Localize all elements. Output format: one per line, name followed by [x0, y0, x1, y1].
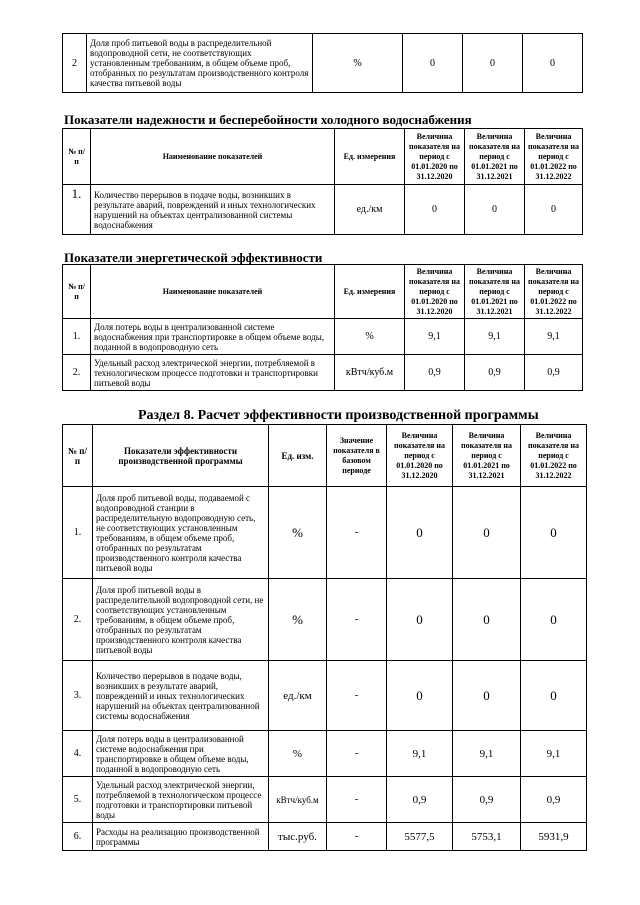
indicator-name: Удельный расход электрической энергии, потребляемой в технологическом процессе подготовки и транспортировки питьевой воды	[91, 355, 335, 391]
col-period-2021: Величина показателя на период с 01.01.2021 по 31.12.2021	[453, 425, 521, 487]
value-2022: 0,9	[521, 777, 587, 823]
value-2021: 0	[465, 185, 525, 235]
header-row	[63, 265, 583, 319]
value-2022: 9,1	[525, 319, 583, 355]
section8-title: Раздел 8. Расчет эффективности производственной программы	[138, 408, 539, 423]
col-period-2022: Величина показателя на период с 01.01.2022 по 31.12.2022	[525, 129, 583, 185]
row-number: 1.	[63, 185, 91, 235]
row-number: 1.	[63, 319, 91, 355]
indicator-name: Удельный расход электрической энергии, потребляемой в технологическом процессе подготовки и транспортировки питьевой воды	[93, 777, 269, 823]
unit-cell: %	[313, 34, 403, 93]
col-unit: Ед. изм.	[269, 425, 327, 487]
indicator-name: Доля потерь воды в централизованной системе водоснабжения при транспортировке в общем объеме воды, поданной в водопроводную сеть	[91, 319, 335, 355]
value-2021: 9,1	[453, 731, 521, 777]
indicator-name: Доля проб питьевой воды в распределительной водопроводной сети, не соответствующих установленным требованиям, в общем объеме проб, отобранных по результатам производственного контроля качества питьевой воды	[93, 579, 269, 661]
base-value: -	[327, 777, 387, 823]
col-unit: Ед. измерения	[335, 129, 405, 185]
unit-cell: %	[335, 319, 405, 355]
base-value: -	[327, 661, 387, 731]
table-row	[63, 355, 583, 391]
table-row	[63, 579, 587, 661]
value-2022: 5931,9	[521, 823, 587, 851]
base-value: -	[327, 487, 387, 579]
col-num: № п/п	[63, 425, 93, 487]
indicator-name: Доля проб питьевой воды в распределительной водопроводной сети, не соответствующих установленным требованиям, в общем объеме проб, отобранных по результатам производственного контроля качества питьевой воды	[87, 34, 313, 93]
value-2021: 0	[453, 487, 521, 579]
col-period-2022: Величина показателя на период с 01.01.2022 по 31.12.2022	[521, 425, 587, 487]
col-base: Значение показателя в базовом периоде	[327, 425, 387, 487]
value-2022: 0,9	[525, 355, 583, 391]
col-num: № п/п	[63, 265, 91, 319]
unit-cell: ед./км	[269, 661, 327, 731]
table-row	[63, 661, 587, 731]
table-row	[63, 823, 587, 851]
base-value: -	[327, 823, 387, 851]
value-2020: 0,9	[387, 777, 453, 823]
col-num: № п/п	[63, 129, 91, 185]
unit-cell: кВтч/куб.м	[269, 777, 327, 823]
col-period-2022: Величина показателя на период с 01.01.2022 по 31.12.2022	[525, 265, 583, 319]
unit-cell: %	[269, 579, 327, 661]
col-name: Показатели эффективности производственной программы	[93, 425, 269, 487]
indicator-name: Количество перерывов в подаче воды, возникших в результате аварий, повреждений и иных технологических нарушений на объектах централизованной системы водоснабжения	[93, 661, 269, 731]
indicator-name: Доля потерь воды в централизованной системе водоснабжения при транспортировке в общем объеме воды, поданной в водопроводную сеть	[93, 731, 269, 777]
indicator-name: Доля проб питьевой воды, подаваемой с водопроводной станции в распределительную водопроводную сеть, не соответствующих установленным требованиям, в общем объеме проб, отобранных по результатам производственного контроля качества питьевой воды	[93, 487, 269, 579]
table-row	[63, 185, 583, 235]
table-row	[63, 319, 583, 355]
row-number: 2.	[63, 579, 93, 661]
value-2021: 0,9	[465, 355, 525, 391]
value-2020: 9,1	[405, 319, 465, 355]
value-2022: 0	[521, 579, 587, 661]
col-period-2020: Величина показателя на период с 01.01.2020 по 31.12.2020	[387, 425, 453, 487]
value-2022: 9,1	[521, 731, 587, 777]
reliability-title: Показатели надежности и бесперебойности холодного водоснабжения	[64, 112, 472, 127]
indicator-name: Расходы на реализацию производственной программы	[93, 823, 269, 851]
energy-title: Показатели энергетической эффективности	[64, 250, 323, 265]
col-period-2021: Величина показателя на период с 01.01.2021 по 31.12.2021	[465, 129, 525, 185]
energy-table	[62, 264, 583, 391]
value-2021: 5753,1	[453, 823, 521, 851]
row-number: 3.	[63, 661, 93, 731]
col-unit: Ед. измерения	[335, 265, 405, 319]
base-value: -	[327, 731, 387, 777]
value-2021: 9,1	[465, 319, 525, 355]
col-period-2021: Величина показателя на период с 01.01.2021 по 31.12.2021	[465, 265, 525, 319]
col-period-2020: Величина показателя на период с 01.01.2020 по 31.12.2020	[405, 129, 465, 185]
value-2022: 0	[521, 661, 587, 731]
value-2020: 0	[387, 579, 453, 661]
row-number: 5.	[63, 777, 93, 823]
value-2020: 0	[403, 34, 463, 93]
value-2020: 0	[387, 487, 453, 579]
header-row	[63, 129, 583, 185]
unit-cell: кВтч/куб.м	[335, 355, 405, 391]
col-period-2020: Величина показателя на период с 01.01.2020 по 31.12.2020	[405, 265, 465, 319]
value-2022: 0	[523, 34, 583, 93]
value-2021: 0	[453, 579, 521, 661]
section8-table	[62, 424, 587, 851]
unit-cell: %	[269, 487, 327, 579]
reliability-table	[62, 128, 583, 235]
unit-cell: ед./км	[335, 185, 405, 235]
indicator-name: Количество перерывов в подаче воды, возникших в результате аварий, повреждений и иных технологических нарушений на объектах централизованной системы водоснабжения	[91, 185, 335, 235]
value-2021: 0	[463, 34, 523, 93]
row-number: 1.	[63, 487, 93, 579]
value-2021: 0,9	[453, 777, 521, 823]
row-number: 6.	[63, 823, 93, 851]
row-number: 4.	[63, 731, 93, 777]
table-row	[63, 34, 583, 93]
unit-cell: тыс.руб.	[269, 823, 327, 851]
value-2021: 0	[453, 661, 521, 731]
base-value: -	[327, 579, 387, 661]
value-2022: 0	[521, 487, 587, 579]
table-row	[63, 487, 587, 579]
row-number: 2	[63, 34, 87, 93]
table-row	[63, 777, 587, 823]
row-number: 2.	[63, 355, 91, 391]
value-2020: 0	[405, 185, 465, 235]
value-2022: 0	[525, 185, 583, 235]
table-row	[63, 731, 587, 777]
value-2020: 5577,5	[387, 823, 453, 851]
unit-cell: %	[269, 731, 327, 777]
header-row	[63, 425, 587, 487]
col-name: Наименование показателей	[91, 265, 335, 319]
value-2020: 9,1	[387, 731, 453, 777]
top-table	[62, 33, 583, 93]
col-name: Наименование показателей	[91, 129, 335, 185]
value-2020: 0,9	[405, 355, 465, 391]
value-2020: 0	[387, 661, 453, 731]
